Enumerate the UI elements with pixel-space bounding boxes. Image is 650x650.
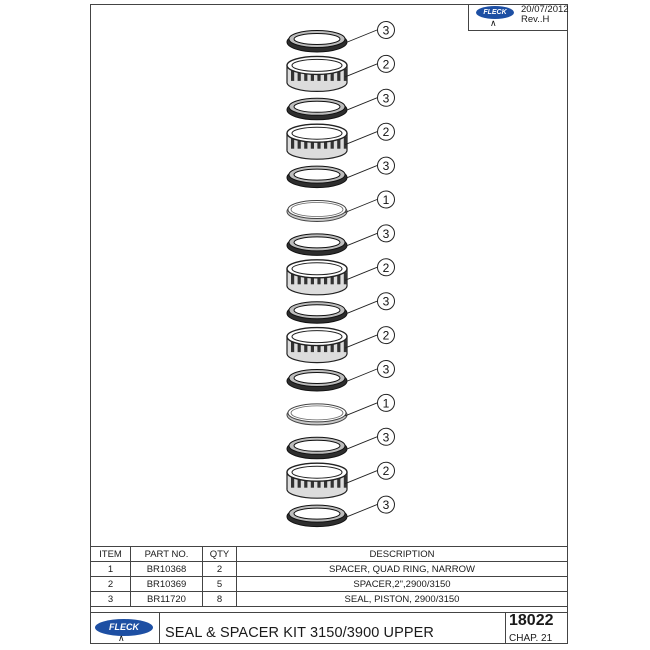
piston-seal-ring <box>287 370 347 392</box>
callout-leader <box>345 301 377 314</box>
callout-number: 2 <box>382 328 390 343</box>
spacer-ring <box>287 463 347 498</box>
callout-leader <box>345 335 377 348</box>
callout-leader <box>345 369 377 382</box>
callout-leader <box>345 505 377 518</box>
table-row <box>91 562 568 577</box>
piston-seal-ring <box>287 234 347 256</box>
quad-ring-spacer <box>287 201 347 222</box>
spacer-ring <box>287 328 347 363</box>
callout-leader <box>345 233 377 246</box>
callout-leader <box>345 30 377 43</box>
chapter-label: CHAP. 21 <box>509 633 553 644</box>
piston-seal-ring <box>287 31 347 53</box>
quad-ring-spacer <box>287 404 347 425</box>
callout-leader <box>345 403 377 416</box>
header-logo-arrow-icon: ∧ <box>490 18 497 28</box>
title-logo-text: FLECK <box>109 622 139 632</box>
callout-leader <box>345 132 377 145</box>
title-block-divider <box>505 612 506 644</box>
revision-label: Rev..H <box>521 14 550 25</box>
item-cell: 2 <box>91 577 131 592</box>
table-row <box>91 592 568 607</box>
callout-number: 1 <box>382 396 390 411</box>
piston-seal-ring <box>287 98 347 120</box>
callout-leader <box>345 437 377 450</box>
header-logo-text: FLECK <box>483 9 507 16</box>
callout-number: 3 <box>382 91 390 106</box>
spacer-ring <box>287 56 347 91</box>
callout-number: 2 <box>382 57 390 72</box>
callout-number: 2 <box>382 260 390 275</box>
piston-seal-ring <box>287 505 347 527</box>
table-row <box>91 577 568 592</box>
qty-cell: 5 <box>203 577 237 592</box>
callout-number: 3 <box>382 159 390 174</box>
callout-number: 3 <box>382 294 390 309</box>
callout-number: 3 <box>382 362 390 377</box>
part-no-cell: BR11720 <box>131 592 203 607</box>
qty-cell: 8 <box>203 592 237 607</box>
callout-leader <box>345 471 377 484</box>
piston-seal-ring <box>287 166 347 188</box>
drawing-title: SEAL & SPACER KIT 3150/3900 UPPER <box>165 625 435 641</box>
callout-number: 3 <box>382 430 390 445</box>
qty-cell: 2 <box>203 562 237 577</box>
item-cell: 3 <box>91 592 131 607</box>
title-logo-arrow-icon: ∧ <box>118 633 125 643</box>
item-cell: 1 <box>91 562 131 577</box>
callout-number: 3 <box>382 23 390 38</box>
callout-number: 3 <box>382 226 390 241</box>
qty-column-header: QTY <box>203 547 237 562</box>
description-cell: SPACER, QUAD RING, NARROW <box>237 562 568 577</box>
callout-number: 2 <box>382 125 390 140</box>
callout-leader <box>345 98 377 111</box>
description-column-header: DESCRIPTION <box>237 547 568 562</box>
parts-table <box>90 546 568 607</box>
callout-number: 1 <box>382 193 390 207</box>
revision-date: 20/07/2012 <box>521 4 569 15</box>
callout-leader <box>345 166 377 179</box>
callout-leader <box>345 64 377 77</box>
callout-number: 2 <box>382 464 390 479</box>
title-block-divider <box>159 612 160 644</box>
description-cell: SPACER,2",2900/3150 <box>237 577 568 592</box>
part-no-cell: BR10369 <box>131 577 203 592</box>
spacer-ring <box>287 124 347 159</box>
drawing-number: 18022 <box>509 612 554 629</box>
piston-seal-ring <box>287 437 347 459</box>
part-no-column-header: PART NO. <box>131 547 203 562</box>
item-column-header: ITEM <box>91 547 131 562</box>
piston-seal-ring <box>287 302 347 324</box>
description-cell: SEAL, PISTON, 2900/3150 <box>237 592 568 607</box>
callout-number: 3 <box>382 498 390 513</box>
part-no-cell: BR10368 <box>131 562 203 577</box>
callout-leader <box>345 200 377 213</box>
parts-table-header-row <box>91 547 568 562</box>
callout-leader <box>345 267 377 280</box>
spacer-ring <box>287 260 347 295</box>
